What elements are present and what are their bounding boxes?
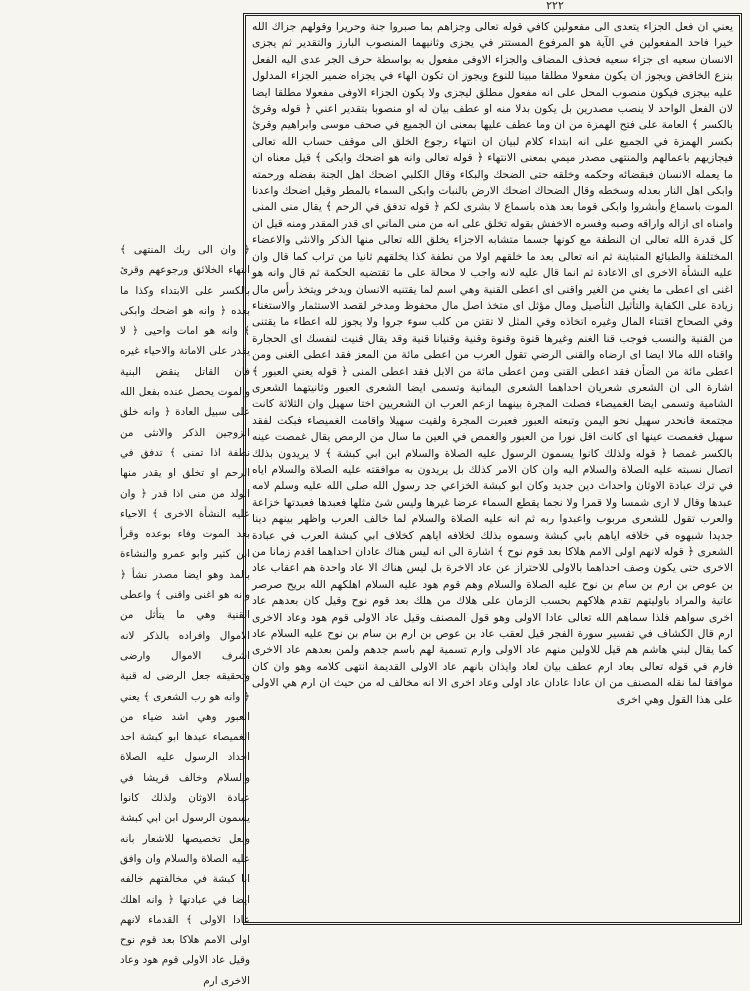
page-number: ٢٢٢: [546, 0, 564, 12]
margin-tafsir-paragraph: ﴿ وان الى ربك المنتهى ﴾ انتهاء الخلائق ورجوعهم وقرئ بالكسر على الابتداء وكذا ما بعده ﴿ وانه هو اضحك وابكى ﴾ وانه هو امات واحيى ﴿ لا يقدر على الاماتة والاحياء غيره فان القاتل ينقض البنية والموت يحصل عنده بفعل الله على سبيل العادة ﴿ وانه خلق الزوجين الذكر والانثى من نطفة اذا تمنى ﴾ تدفق في الرحم او تخلق او يقدر منها الولد من منى اذا قدر ﴿ وان عليه النشأة الاخرى ﴾ الاحياء بعد الموت وفاء بوعده وقرأ ابن كثير وابو عمرو والنشاءة بالمد وهو ايضا مصدر نشأ ﴿ وانه هو اغنى واقنى ﴾ واعطى القنية وهي ما يتأثل من الاموال وافراده بالذكر لانه اشرف الاموال وارضى وتحقيقه جعل الرضى له قنية ﴿ وانه هو رب الشعرى ﴾ يعني العبور وهي اشد ضياء من الغميصاء عبدها ابو كبشة احد اجداد الرسول عليه الصلاة والسلام وخالف قريشا في عبادة الاوثان ولذلك كانوا يسمون الرسول ابن ابي كبشة ولعل تخصيصها للاشعار بانه عليه الصلاة والسلام وان وافق ابا كبشة في مخالفتهم خالفه ايضا في عبادتها ﴿ وانه اهلك عادا الاولى ﴾ القدماء لانهم اولى الامم هلاكا بعد قوم نوح وقيل عاد الاولى قوم هود وعاد الاخرى ارم: [120, 244, 250, 987]
commentary-paragraph: يعني ان فعل الجزاء يتعدى الى مفعولين كافي قوله تعالى وجزاهم بما صبروا جنة وحريرا وقولهم جزاك الله خيرا فاحد المفعولين في الآية هو المرفوع المستتر في يجزى وثانيهما المنصوب البارز والتقدير ثم يجزى الانسان سعيه اى جزاء سعيه فحذف المضاف والجزاء الاوفى مفعول به بواسطة حرف الجر عدى اليه الفعل بنزع الخافض ويجوز ان يكون مفعولا مطلقا مبينا للنوع ويجوز ان تكون الهاء في يجزاه ضمير الجزاء المدلول عليه بيجزى فيكون منصوب المحل على انه مفعول مطلق ليجزى ولا يكون الجزاء الاوفى مفعولا مطلقا ايضا لان الفعل الواحد لا ينصب مصدرين بل يكون بدلا منه او عطف بيان له او منصوبا بتقدير اعني ﴿ قوله وقرئ بالكسر ﴾ العامة على فتح الهمزة من ان وما عطف عليها بمعنى ان الجميع في صحف موسى وابراهيم وقرئ بكسر الهمزة في الجميع على انه ابتداء كلام لبيان ان انتهاء رجوع الخلق الى موقف حساب الله تعالى فيجازيهم باعمالهم والمنتهى مصدر ميمي بمعنى الانتهاء ﴿ قوله تعالى وانه هو اضحك وابكى ﴾ قيل معناه ان ما يعمله الانسان فبقضائه وحكمه وخلقه حتى الضحك والبكاء وقال الكلبي اضحك اهل الجنة بفضله ورحمته وابكى اهل النار بعدله وسخطه وقال الضحاك اضحك الارض بالنبات وابكى السماء بالمطر وقيل اضحك واعدنا الموت باسماع وأبشروا وابكى قوما بعد هذه باسماع لا بشرى لكم ﴿ قوله تدفق في الرحم ﴾ يقال منى المنى وامناه اى ازاله واراقه وصبه وفسره الاخفش بقوله تخلق على انه من منى الماني اى قدر المقدر ومنه قيل ان كل قدرة الله تعالى ان النطفة مع كونها جسما متشابه الاجزاء يخلق الله تعالى منها الذكر والانثى والاعضاء المختلفة والطبائع المتباينة ثم انه تعالى بعد ما خلقهم اولا من نطفة كذا يخلقهم ثانيا من تراب كما قال وان عليه النشأة الاخرى اى الاعادة ثم انما قال عليه لانه واجب لا محالة على ما تقتضيه الحكمة ثم قال وانه هو اغنى اى اعطى ما يغني من الغير واقنى اى اعطى القنية وهي اسم لما يقتنيه الانسان ويدخر ويتخذ رأس مال زيادة على الكفاية والتأثيل التأصيل ومال مؤثل اى متخذ اصل مال محفوظ ومدخر لقصد الاستثمار والاستغناء وفي الصحاح اقتناء المال وغيره اتخاذه وفي المثل لا تقتن من كلب سوء جروا ولا يجوز لله اعطاء ما يقتنى من القنية والنسب فوجب قنا الغنم وغيرها قنوة وقنوة وقنية وقنيانا قنية وقد يقال قنيت لنفسك اى الحجارة واقناه الله مالا ايضا اى ارضاه والقنى الرضي تقول العرب من اعطى مائة من المعز فقد اعطى الغنى ومن اعطى مائة من الضأن فقد اعطى القنى ومن اعطى مائة من الابل فقد اعطى المنى ﴿ قوله يعني العبور ﴾ اشارة الى ان الشعرى شعريان احداهما الشعرى اليمانية وتسمى ايضا الشعرى العبور وثانيتهما الشعرى الشامية وتسمى ايضا الغميصاء فصلت المجرة بينهما ازعم العرب ان الشعريين اختا سهيل وان الثلاثة كانت مجتمعة فانحدر سهيل نحو اليمن وتبعته العبور فعبرت المجرة ولقيت سهيلا واقامت الغميصاء فبكت لفقد سهيل فغمصت عينها اى كانت اقل نورا من العبور والغمص في العين ما سال من الرمص يقال غمصت عينه بالكسر غمصا ﴿ قوله ولذلك كانوا يسمون الرسول عليه الصلاة والسلام ابن ابي كبشة ﴾ لا يريدون بذلك اتصال نسبته عليه الصلاة والسلام اليه وان كان الامر كذلك بل يريدون به موافقته عليه الصلاة والسلام اياه في ترك عبادة الاوثان واحداث دين جديد وكان ابو كبشة الخزاعي جد رسول الله صلى الله عليه وسلم لامه عبدها وقال لا ارى شمسا ولا قمرا ولا نجما يقطع السماء عرضا غيرها وليس شئ مثلها فعبدها فعبدتها خزاعة والعرب تقول للشعرى مربوب واعبدوا ربه ثم انه عليه الصلاة والسلام لما خالف العرب واظهر بينهم دينا جديدا شبهوه في خلافه اياهم بابي كبشة وسموه بذلك لخلافه اياهم كخلاف ابي كبشة العرب في عبادة الشعرى ﴿ قوله لانهم اولى الامم هلاكا بعد قوم نوح ﴾ اشارة الى انه ليس هناك عادان احداهما اقدم زمانا من الاخرى حتى يكون وصف احداهما بالاولى للاحتراز عن عاد الاخرة بل ليس هناك الا عاد واحدة هم اعقاب عاد بن عوص بن ارم بن سام بن نوح عليه الصلاة والسلام وهم قوم هود عليه السلام اهلكهم الله بريح صرصر عاتية والمراد باوليتهم تقدم هلاكهم بحسب الزمان على هلاك من هلك بعد قوم نوح وقيل كان بعدهم عاد اخرى سواهم فلذا سماهم الله تعالى عادا الاولى وهو قول المصنف وقيل عاد الاولى قوم هود وعاد الاخرى ارم قال الكشاف في تفسير سورة الفجر قيل لعقب عاد بن عوص بن ارم بن سام بن نوح عليه السلام عاد كما يقال لبني هاشم هم قيل للاولين منهم عاد الاولى وارم تسمية لهم باسم جدهم ولمن بعدهم عاد الاخرى فارم في قوله تعالى بعاد ارم عطف بيان لعاد وايذان بانهم عاد الاولى القديمة انتهى كلامه وهو وان كان موافقا لما نقله المصنف من ان عادا عادان عاد اولى وعاد اخرى الا انه مخالف له من حيث ان ارم هي الاولى على هذا القول وهي اخرى: [252, 20, 733, 706]
margin-tafsir: [120, 240, 250, 987]
commentary-frame: [243, 13, 742, 925]
commentary-text: [246, 16, 739, 708]
